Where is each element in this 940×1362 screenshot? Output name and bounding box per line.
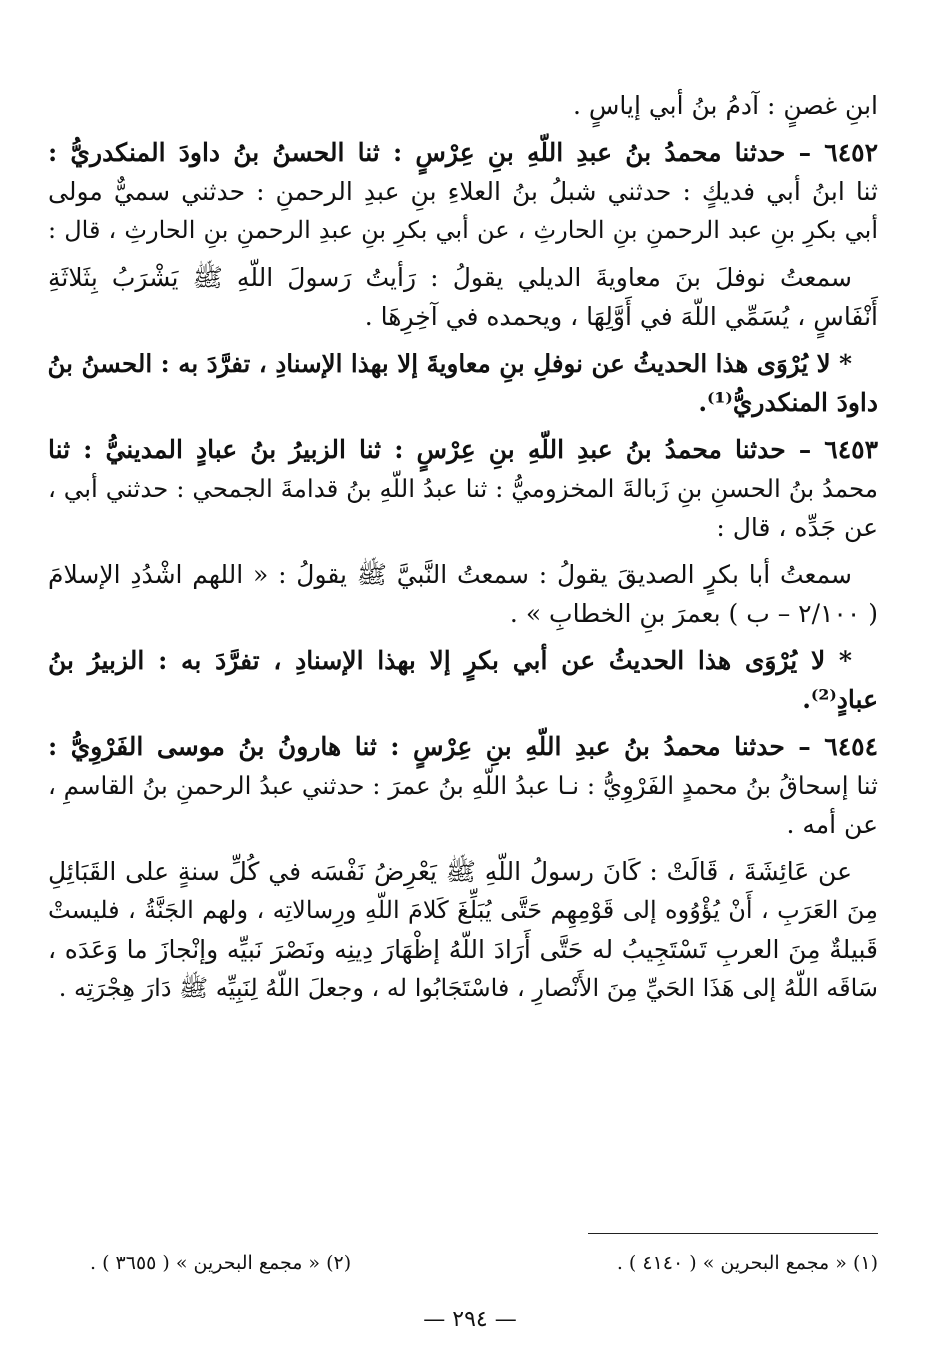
page-body [48, 86, 878, 1016]
text-line: عن جَدِّه ، قال : [716, 513, 878, 542]
footnote-2: (٢) « مجمع البحرين » ( ٣٦٥٥ ) . [90, 1252, 352, 1274]
hadith-6454-matn [48, 852, 878, 1008]
text-line: سَاقَه اللّهُ إلى هَذَا الحَيِّ مِنَ الأَنْصارِ ، فاسْتَجَابُوا له ، وجعلَ اللّهُ لِنَبِيِّه ﷺ دَارَ هِجْرَتِه . [58, 974, 878, 1002]
text-line: عن أمه . [786, 810, 878, 839]
text-line: ابنِ غصنٍ : آدمُ بنُ أبي إياسٍ . [572, 91, 878, 120]
text-line: عبادٍ⁽²⁾. [802, 685, 878, 714]
hadith-6453-isnad [48, 430, 878, 547]
hadith-6452-matn [48, 258, 878, 336]
hadith-6454-isnad [48, 727, 878, 844]
hadith-6452-isnad [48, 133, 878, 250]
text-line: مِنَ العَرَبِ ، أَنْ يُؤْوُوه إلى قَوْمِهِم حَتَّى يُبَلِّغَ كَلامَ اللّهِ ورِسالاتِه ، ولهم الجَنَّةُ ، فليستْ [48, 896, 878, 924]
intro-paragraph [48, 86, 878, 125]
text-line: أَنْفَاسٍ ، يُسَمِّي اللّهَ في أَوَّلِهَا ، ويحمده في آخِرِهَا . [364, 302, 878, 331]
hadith-6453-note [48, 641, 878, 719]
hadith-6453-matn [48, 555, 878, 633]
text-line: محمدُ بنُ الحسنِ بنِ زَبالةَ المخزوميُّ : ثنا عبدُ اللّهِ بنُ قدامةَ الجمحي : حدثني أبي ، [48, 474, 878, 503]
text-line: قَبيلةٌ مِنَ العربِ تَسْتَجِيبُ له حَتَّى أَرَادَ اللّهُ إظْهَارَ دِينِه ونَصْرَ نَبيِّه وإنْجازَ ما وَعَدَه ، [48, 935, 878, 964]
text-line: سمعتُ نوفلَ بنَ معاويةَ الديلي يقولُ : رَأيتُ رَسولَ اللّهِ ﷺ يَشْرَبُ بِثَلاثَةِ [48, 263, 852, 292]
footnote-1: (١) « مجمع البحرين » ( ٤١٤٠ ) . [616, 1252, 878, 1274]
footnotes [90, 1248, 878, 1278]
hadith-6452-note [48, 344, 878, 422]
text-line: ثنا إسحاقُ بنُ محمدٍ الفَرْوِيُّ : نـا عبدُ اللّهِ بنُ عمرَ : حدثني عبدُ الرحمنِ بنُ القاسمِ ، [47, 771, 878, 800]
text-line: عن عَائِشَةَ ، قَالَتْ : كَانَ رسولُ اللّهِ ﷺ يَعْرِضُ نَفْسَه في كُلِّ سنةٍ على القَبَائِلِ [48, 857, 852, 886]
hadith-6454-heading: ٦٤٥٤ – حدثنا محمدُ بنُ عبدِ اللّهِ بنِ عِرْسٍ : ثنا هارونُ بنُ موسى الفَرْوِيُّ : [48, 732, 878, 761]
text-line: * لا يُرْوَى هذا الحديثُ عن أبي بكرٍ إلا بهذا الإسنادِ ، تفرَّدَ به : الزبيرُ بنُ [48, 646, 852, 675]
hadith-6452-heading: ٦٤٥٢ – حدثنا محمدُ بنُ عبدِ اللّهِ بنِ عِرْسٍ : ثنا الحسنُ بنُ داودَ المنكدريُّ : [48, 138, 878, 167]
text-line: أبي بكرِ بنِ عبد الرحمنِ بنِ الحارثِ ، عن أبي بكرِ بنِ عبدِ الرحمنِ بنِ الحارثِ ، قال : [48, 216, 878, 244]
hadith-6453-heading: ٦٤٥٣ – حدثنا محمدُ بنُ عبدِ اللّهِ بنِ عِرْسٍ : ثنا الزبيرُ بنُ عبادٍ المدينيُّ : ثنا [48, 435, 878, 464]
page-number: — ٢٩٤ — [423, 1307, 517, 1332]
text-line: سمعتُ أبا بكرٍ الصديقَ يقولُ : سمعتُ النَّبيَّ ﷺ يقولُ : « اللهم اشْدُدِ الإسلامَ [48, 560, 852, 589]
text-line: ثنا ابنُ أبي فديكٍ : حدثني شبلُ بنُ العلاءِ بنِ عبدِ الرحمنِ : حدثني سميٌّ مولى [48, 177, 878, 206]
text-line: * لا يُرْوَى هذا الحديثُ عن نوفلِ بنِ معاويةَ إلا بهذا الإسنادِ ، تفرَّدَ به : الحسنُ بنُ [47, 349, 852, 378]
footnote-divider [588, 1233, 878, 1234]
text-line: ( ٢/١٠٠ – ب ) بعمرَ بنِ الخطابِ » . [509, 599, 878, 628]
text-line: داودَ المنكدريُّ⁽¹⁾. [698, 388, 878, 417]
